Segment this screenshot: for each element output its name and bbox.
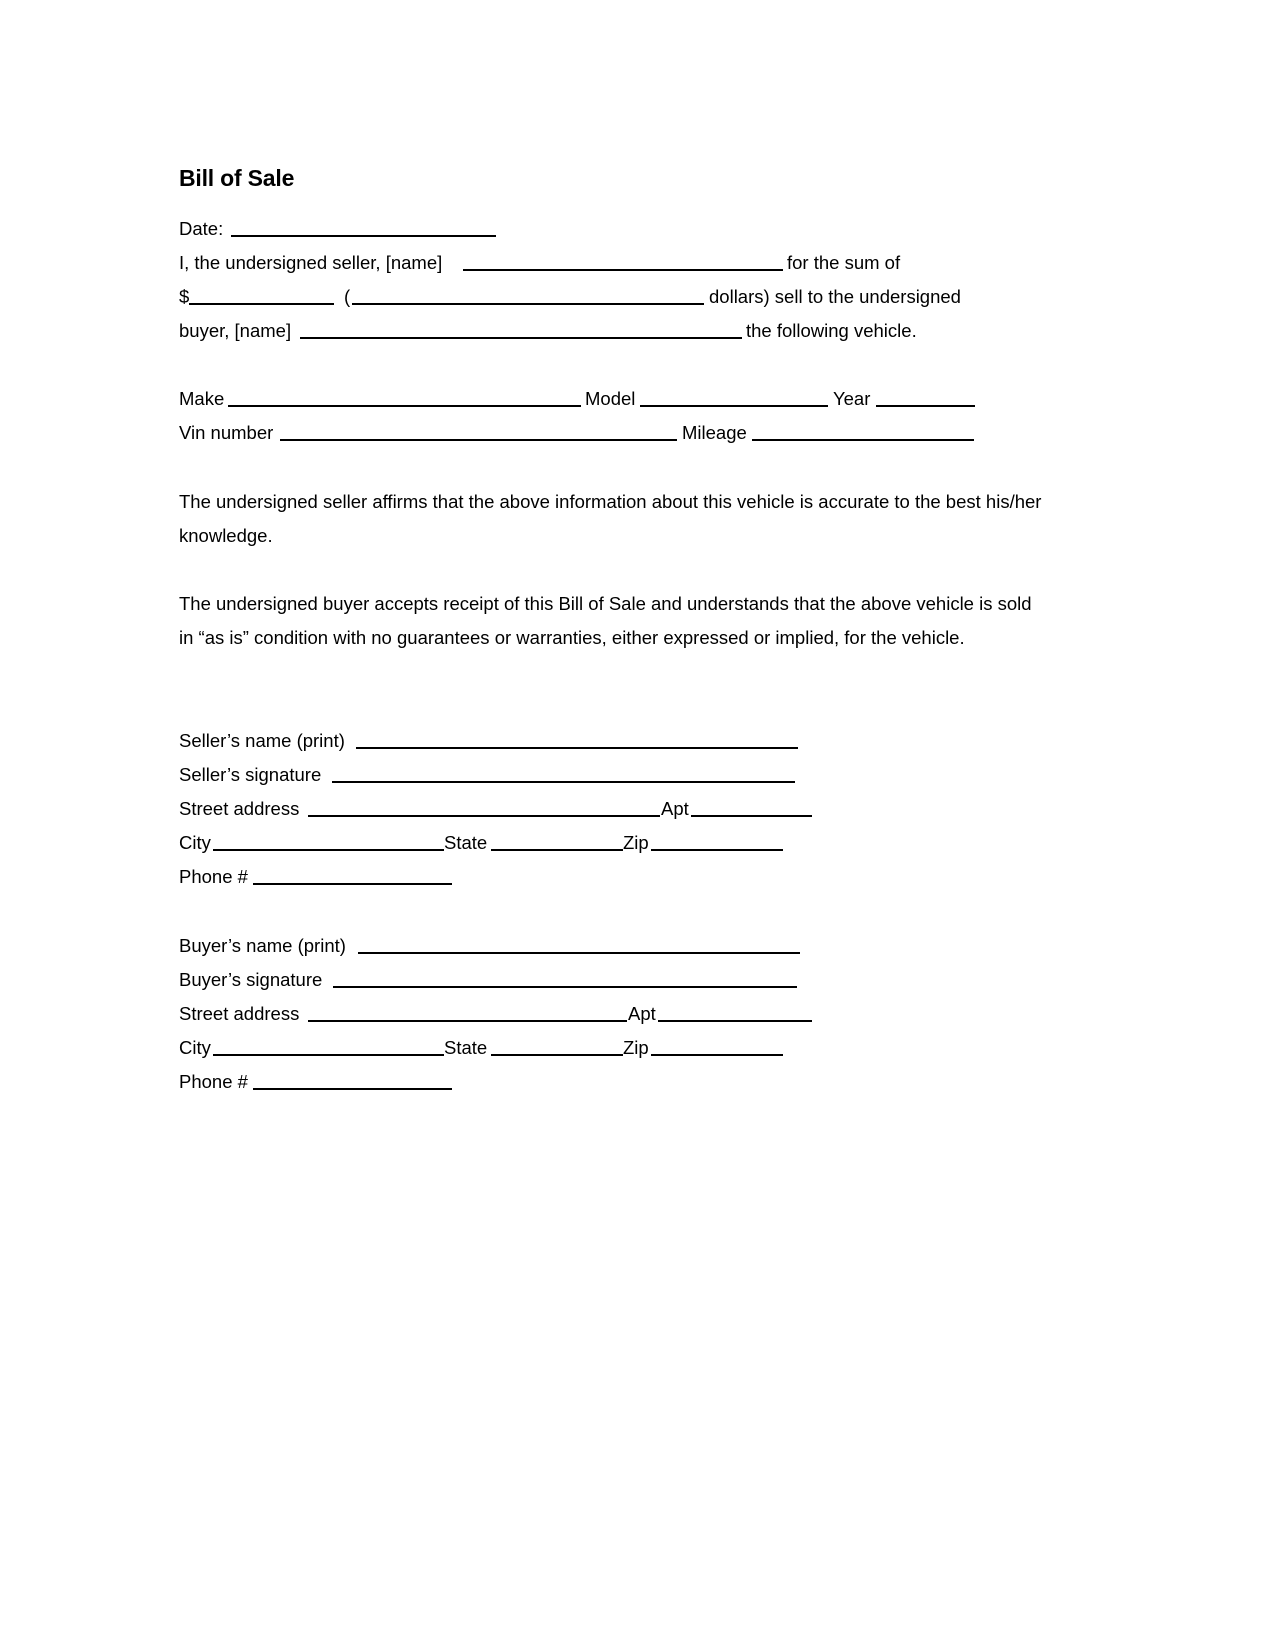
mileage-label: Mileage (682, 422, 747, 443)
seller-apt-label: Apt (661, 798, 689, 819)
buyer-name-field[interactable] (358, 952, 800, 954)
seller-affirmation-paragraph: The undersigned seller affirms that the above information about this vehicle is accurate to the best his/her knowledge. (179, 491, 1042, 546)
make-label: Make (179, 388, 225, 409)
model-field[interactable] (640, 405, 828, 407)
buyer-city-field[interactable] (213, 1054, 444, 1056)
vin-field[interactable] (280, 439, 677, 441)
amount-numeric-field[interactable] (189, 303, 334, 305)
buyer-zip-label: Zip (623, 1037, 649, 1058)
seller-street-field[interactable] (308, 815, 660, 817)
buyer-apt-field[interactable] (658, 1020, 812, 1022)
paren-open: ( (344, 286, 351, 307)
seller-name-prefix: I, the undersigned seller, [name] (179, 252, 443, 273)
dollar-sign: $ (179, 286, 190, 307)
buyer-street-label: Street address (179, 1003, 300, 1024)
seller-apt-field[interactable] (691, 815, 812, 817)
year-field[interactable] (876, 405, 975, 407)
buyer-state-field[interactable] (491, 1054, 623, 1056)
vin-label: Vin number (179, 422, 274, 443)
buyer-signature-label: Buyer’s signature (179, 969, 323, 990)
seller-city-field[interactable] (213, 849, 444, 851)
buyer-street-field[interactable] (308, 1020, 627, 1022)
make-field[interactable] (228, 405, 581, 407)
seller-state-label: State (444, 832, 488, 853)
seller-state-field[interactable] (491, 849, 623, 851)
dollars-sell-text: dollars) sell to the undersigned (709, 286, 961, 307)
buyer-apt-label: Apt (628, 1003, 656, 1024)
buyer-phone-label: Phone # (179, 1071, 248, 1092)
buyer-zip-field[interactable] (651, 1054, 783, 1056)
date-field[interactable] (231, 235, 496, 237)
buyer-name-label: Buyer’s name (print) (179, 935, 346, 956)
seller-name-field[interactable] (356, 747, 798, 749)
buyer-phone-field[interactable] (253, 1088, 452, 1090)
sum-of-text: for the sum of (787, 252, 901, 273)
mileage-field[interactable] (752, 439, 974, 441)
seller-signature-field[interactable] (332, 781, 795, 783)
buyer-state-label: State (444, 1037, 488, 1058)
document-title: Bill of Sale (179, 165, 295, 191)
seller-street-label: Street address (179, 798, 300, 819)
intro-buyer-name-field[interactable] (300, 337, 742, 339)
following-vehicle-text: the following vehicle. (746, 320, 917, 341)
model-label: Model (585, 388, 636, 409)
seller-signature-label: Seller’s signature (179, 764, 322, 785)
intro-seller-name-field[interactable] (463, 269, 783, 271)
buyer-acceptance-paragraph: The undersigned buyer accepts receipt of this Bill of Sale and understands that the above vehicle is sold in “as is” condition with no guarantees or warranties, either expressed or implied, for the vehicle. (179, 593, 1032, 648)
seller-zip-label: Zip (623, 832, 649, 853)
seller-phone-label: Phone # (179, 866, 248, 887)
buyer-name-prefix: buyer, [name] (179, 320, 292, 341)
seller-phone-field[interactable] (253, 883, 452, 885)
amount-words-field[interactable] (352, 303, 704, 305)
seller-name-label: Seller’s name (print) (179, 730, 345, 751)
buyer-signature-field[interactable] (333, 986, 797, 988)
seller-zip-field[interactable] (651, 849, 783, 851)
date-label: Date: (179, 218, 224, 239)
seller-city-label: City (179, 832, 211, 853)
year-label: Year (833, 388, 871, 409)
buyer-city-label: City (179, 1037, 211, 1058)
